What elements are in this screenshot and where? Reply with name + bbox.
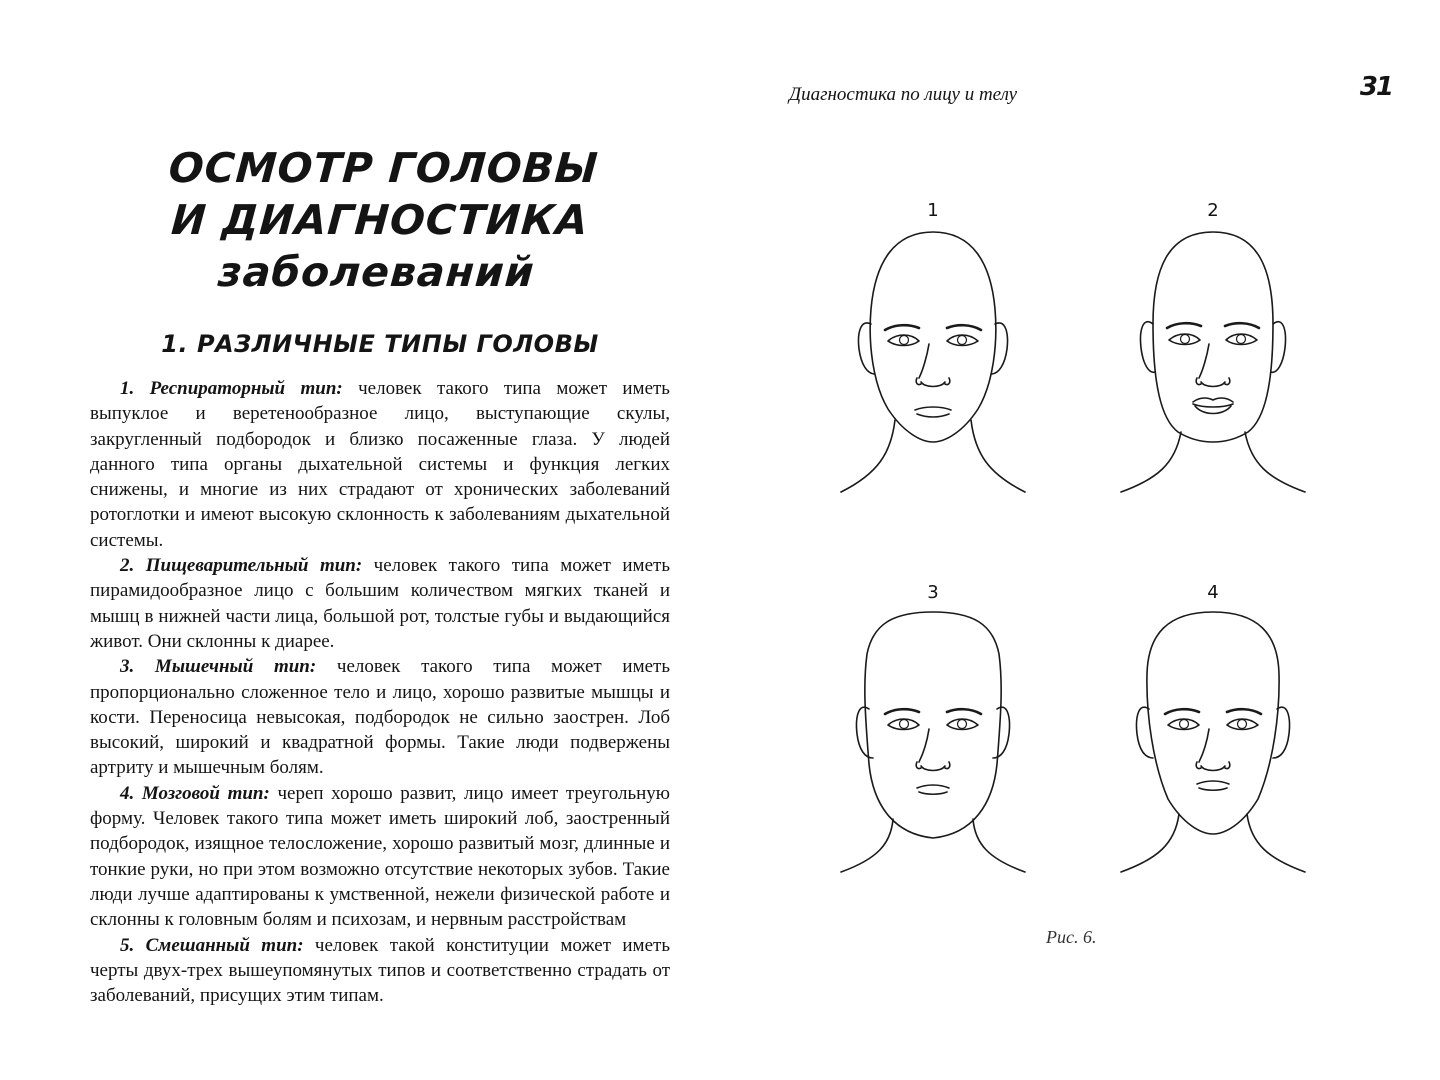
paragraph-term: 5. Смешанный тип: — [120, 934, 304, 956]
figure-label-1: 1 — [927, 200, 939, 221]
round-face-icon — [1113, 224, 1313, 524]
section-title: 1. РАЗЛИЧНЫЕ ТИПЫ ГОЛОВЫ — [161, 330, 599, 358]
paragraph-term: 4. Мозговой тип: — [120, 782, 270, 804]
figure-label-2: 2 — [1207, 200, 1219, 221]
figure-label-3: 3 — [927, 582, 939, 603]
paragraph-text: человек такого типа может иметь выпуклое и веретенообразное лицо, выступающие скулы, закругленный подбородок и близко посаженные глаза. У людей данного типа органы дыхательной системы и функция легких снижены, и многие из них страдают от хронических заболеваний ротоглотки и имеют высокую склонность к заболеваниям дыхательной системы. — [90, 378, 670, 551]
paragraph-text: человек такого типа может иметь пропорционально сложенное тело и лицо, хорошо развитые мышцы и кости. Переносица невысокая, подбородок не сильно заострен. Лоб высокий, широкий и квадратной формы. Такие люди подвержены артриту и мышечным болям. — [90, 656, 670, 779]
paragraph-text: человек такого типа может иметь пирамидообразное лицо с большим количеством мягких тканей и мышц в нижней части лица, большой рот, толстые губы и выдающийся живот. Они склонны к диарее. — [90, 555, 670, 652]
oval-face-icon — [833, 224, 1033, 524]
body-text — [90, 376, 670, 1008]
right-page — [720, 0, 1440, 1080]
paragraph-brain-type — [90, 781, 670, 933]
figure-caption: Рис. 6. — [1046, 927, 1097, 947]
chapter-title — [145, 142, 616, 298]
paragraph-text: человек такой конституции может иметь черты двух-трех вышеупомянутых типов и соответственно страдать от заболеваний, присущих этим типам. — [90, 934, 670, 1007]
square-face-icon — [833, 604, 1033, 904]
triangular-face-icon — [1113, 604, 1313, 904]
paragraph-term: 2. Пищеварительный тип: — [120, 555, 363, 577]
paragraph-term: 1. Респираторный тип: — [120, 378, 343, 399]
paragraph-respiratory-type — [90, 376, 670, 553]
chapter-title-line-1: ОСМОТР ГОЛОВЫ — [167, 144, 601, 192]
running-head: Диагностика по лицу и телу — [789, 84, 1018, 105]
paragraph-mixed-type — [90, 933, 670, 1009]
paragraph-text: череп хорошо развит, лицо имеет треугольную форму. Человек такого типа может иметь широкий лоб, заостренный подбородок, изящное телосложение, хорошо развитый мозг, длинные и тонкие руки, но при этом возможно отсутствие некоторых зубов. Такие люди лучше адаптированы к умственной, нежели физической работе и склонны к головным болям и психозам, и нервным расстройствам — [90, 782, 670, 931]
paragraph-muscular-type — [90, 654, 670, 780]
paragraph-digestive-type — [90, 553, 670, 654]
chapter-title-line-3: заболеваний — [216, 248, 537, 296]
figure-label-4: 4 — [1207, 582, 1219, 603]
chapter-title-line-2: И ДИАГНОСТИКА — [169, 196, 591, 244]
paragraph-term: 3. Мышечный тип: — [120, 656, 317, 678]
page-number: 31 — [1359, 72, 1392, 102]
